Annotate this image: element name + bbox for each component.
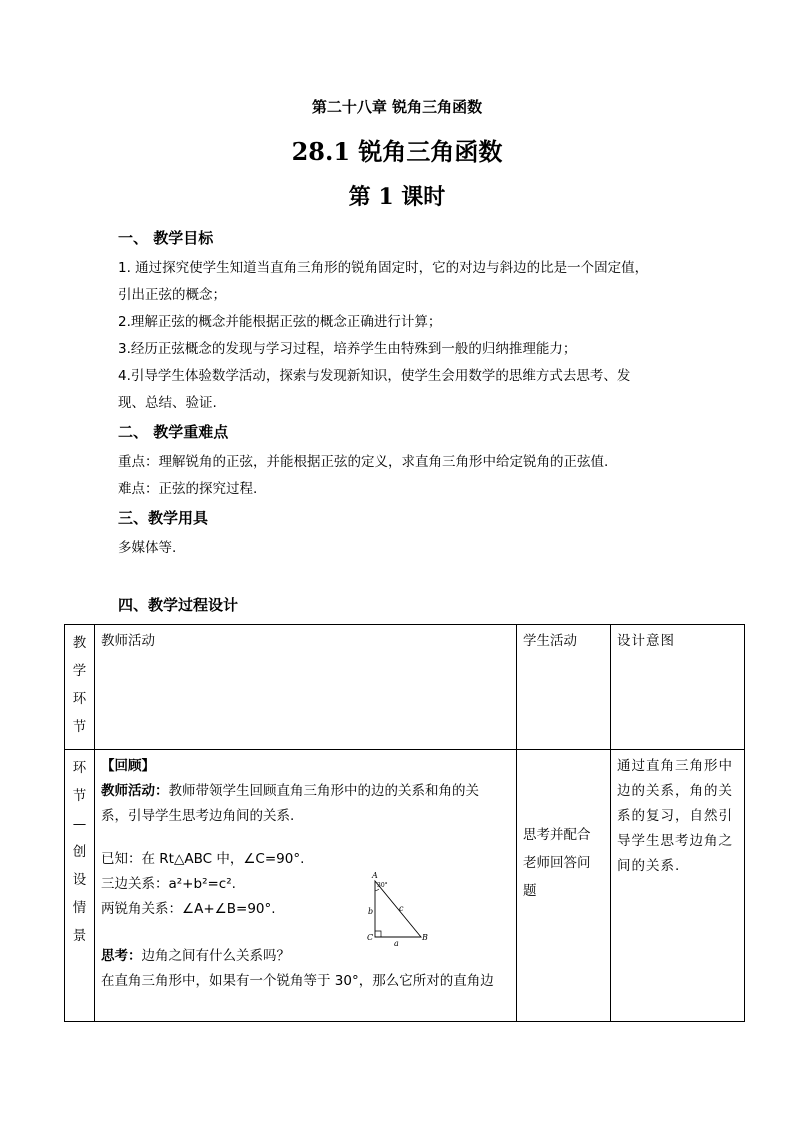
header-stage-char: 学 [72,663,87,679]
angle-30-label: 30° [377,882,388,889]
vertex-a-label: A [372,871,378,880]
header-teacher-cell [95,625,517,750]
think-label: 思考： [101,948,142,964]
known-line: 已知：在 Rt△ABC 中，∠C=90°. [101,851,305,867]
row-stage-char: 设 [72,872,87,888]
goal-line-2: 引出正弦的概念； [118,287,226,303]
section-process-heading: 四、教学过程设计 [118,596,239,614]
row-student-cell [517,750,611,1022]
goal-line-1: 1. 通过探究使学生知道当直角三角形的锐角固定时，它的对边与斜边的比是一个固定值， [118,260,649,276]
intent-line: 边的关系，角的关 [617,783,733,799]
row-stage-cell [65,750,95,1022]
section-keypoints-heading: 二、 教学重难点 [118,423,229,441]
header-stage-char: 节 [72,719,87,735]
tools-line: 多媒体等. [118,540,177,556]
table-header-row [65,625,745,750]
header-stage-char: 教 [72,635,87,651]
row-stage-char: 景 [72,928,87,944]
angles-relation-line: 两锐角关系：∠A+∠B=90°. [101,901,276,917]
goal-line-3: 2.理解正弦的概念并能根据正弦的概念正确进行计算； [118,314,442,330]
keypoint-line: 重点：理解锐角的正弦，并能根据正弦的定义，求直角三角形中给定锐角的正弦值. [118,454,609,470]
goal-line-6: 现、总结、验证. [118,395,217,411]
section-tools-heading: 三、教学用具 [118,509,209,527]
difficulty-line: 难点：正弦的探究过程. [118,481,258,497]
intent-line: 通过直角三角形中 [617,758,733,774]
row-teacher-cell [95,750,517,1022]
header-student-cell [517,625,611,750]
header-stage-char: 环 [72,691,87,707]
side-b-label: b [368,907,374,916]
row-stage-char: — [72,816,87,832]
lesson-period: 第 1 课时 [348,184,446,210]
header-intent-label: 设计意图 [617,633,675,649]
intent-line: 间的关系. [617,858,681,874]
header-stage-cell [65,625,95,750]
right-angle-mark [375,931,381,937]
header-intent-cell [611,625,745,750]
right-triangle-figure [363,873,433,949]
sides-relation-line: 三边关系：a²+b²=c². [101,876,236,892]
header-student-label: 学生活动 [523,633,577,649]
goal-line-5: 4.引导学生体验数学活动，探索与发现新知识，使学生会用数学的思维方式去思考、发 [118,368,631,384]
teacher-activity-text: 教师带领学生回顾直角三角形中的边的关系和角的关 [168,783,479,799]
angle-arc [375,889,379,891]
last-content-line: 在直角三角形中，如果有一个锐角等于 30°，那么它所对的直角边 [101,973,494,989]
side-c-label: c [399,904,404,913]
goal-line-4: 3.经历正弦概念的发现与学习过程，培养学生由特殊到一般的归纳推理能力； [118,341,577,357]
header-teacher-label: 教师活动 [101,633,155,649]
lesson-title: 28.1 锐角三角函数 [291,137,503,166]
side-a-label: a [394,939,399,948]
intent-line: 导学生思考边角之 [617,833,733,849]
teacher-activity-label: 教师活动： [101,783,169,799]
student-line: 题 [523,882,537,899]
row-intent-cell [611,750,745,1022]
think-line [101,944,510,969]
think-text: 边角之间有什么关系吗？ [141,948,290,964]
row-stage-char: 创 [72,844,87,860]
review-title: 【回顾】 [101,758,155,774]
vertex-b-label: B [422,933,428,942]
row-stage-char: 环 [72,760,87,776]
student-line: 思考并配合 [523,826,591,843]
section-goals-heading: 一、 教学目标 [118,229,214,247]
teacher-activity-line [101,779,510,804]
intent-line: 系的复习，自然引 [617,808,733,824]
triangle-shape [375,881,421,937]
process-table [64,624,745,1022]
student-line: 老师回答问 [523,854,591,871]
vertex-c-label: C [367,933,374,942]
row-stage-char: 节 [72,788,87,804]
row-stage-char: 情 [72,900,87,916]
chapter-heading: 第二十八章 锐角三角函数 [311,98,483,116]
teacher-activity-line-2: 系，引导学生思考边角间的关系. [101,808,295,824]
